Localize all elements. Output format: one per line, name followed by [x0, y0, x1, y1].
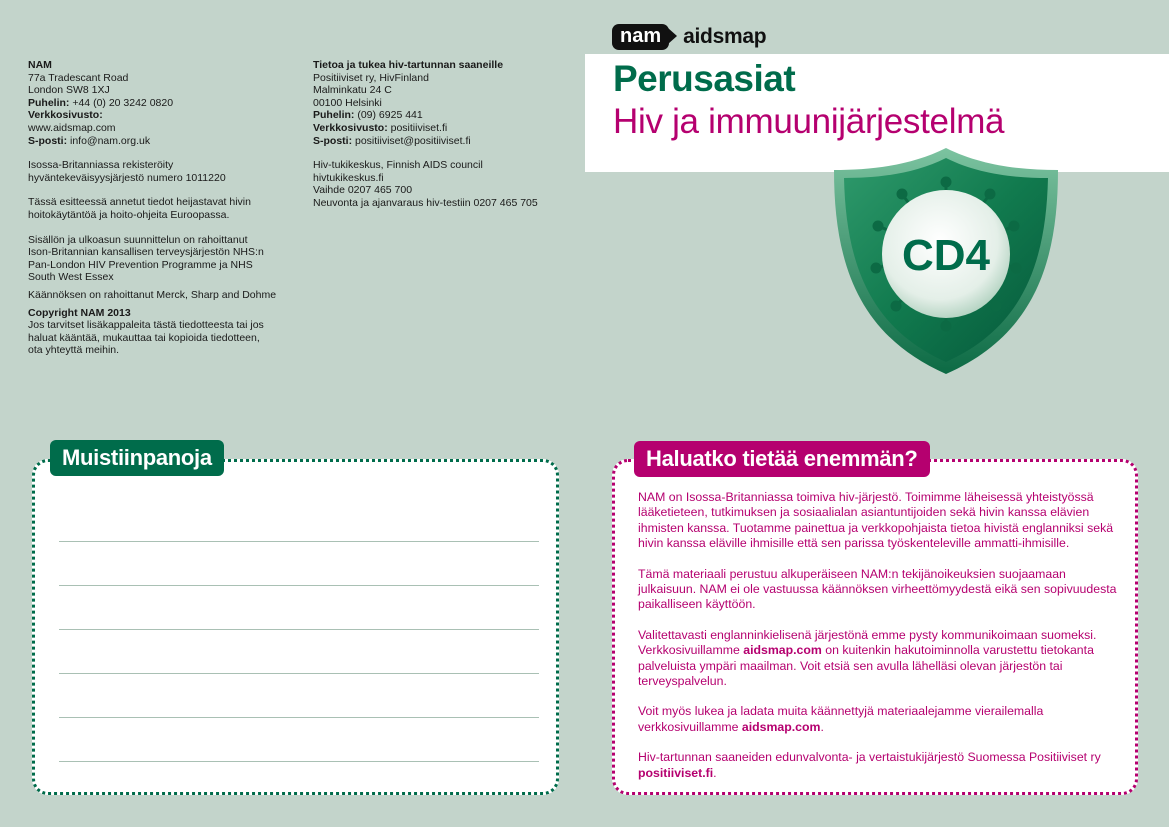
cd4-shield-icon	[830, 146, 1062, 376]
info-paragraph: Tämä materiaali perustuu alkuperäiseen NAM:n tekijänoikeuksien suojaamaan julkaisuun. NAM ei ole vastuussa käännöksen virheettömyydestä eikä sen sopivuudesta paikalliseen käyttöön.	[638, 566, 1117, 612]
funding-text: Pan-London HIV Prevention Programme ja NHS	[28, 258, 253, 271]
center-phone: Vaihde 0207 465 700	[313, 184, 413, 197]
nam-contact-block	[28, 59, 288, 357]
phone-number: +44 (0) 20 3242 0820	[69, 96, 174, 109]
page-subtitle: Hiv ja immuunijärjestelmä	[613, 102, 1005, 141]
address-line: 77a Tradescant Road	[28, 71, 129, 84]
note-line[interactable]	[59, 629, 539, 630]
info-text-span: on kuitenkin hakutoiminnolla varustettu tietokanta palveluista ympäri maailman. Voit etsiä sen avulla lähelläsi olevan järjestön tai terveyspalvelun.	[638, 643, 1094, 689]
address-line: London SW8 1XJ	[28, 84, 110, 97]
aidsmap-link[interactable]: aidsmap.com	[743, 643, 822, 658]
info-paragraph	[638, 628, 1123, 690]
aidsmap-link[interactable]: aidsmap.com	[741, 719, 821, 734]
cd4-label: CD4	[901, 231, 991, 280]
more-info-heading: Haluatko tietää enemmän?	[634, 441, 930, 477]
center-name: Hiv-tukikeskus, Finnish AIDS council	[313, 159, 483, 172]
more-info-text	[638, 490, 1123, 796]
positiiviset-link[interactable]: positiiviset.fi	[638, 765, 714, 780]
address-line: 00100 Helsinki	[313, 96, 382, 109]
notes-box	[32, 459, 559, 795]
note-line[interactable]	[59, 585, 539, 586]
aidsmap-logo-text: aidsmap	[683, 25, 767, 48]
info-paragraph: NAM on Isossa-Britanniassa toimiva hiv-järjestö. Toimimme läheisessä yhteistyössä lääketieteen, tutkimuksen ja sosiaalialan asiantuntijoiden sekä hivin kanssa elävien ihmisten kanssa. Tuotamme painettua ja verkkopohjaista tietoa hivistä englanniksi sekä hivin kanssa eläville ihmisille että sen parissa työskenteleville ammatti-ihmisille.	[638, 490, 1114, 551]
note-line[interactable]	[59, 541, 539, 542]
nam-aidsmap-logo	[612, 24, 766, 50]
web-label: Verkkosivusto:	[313, 121, 388, 134]
info-text-span: Valitettavasti englanninkielisenä järjestönä emme pysty kommunikoimaan suomeksi. Verkkosivuillamme	[638, 627, 1097, 658]
translation-text: Käännöksen on rahoittanut Merck, Sharp and Dohme	[28, 288, 277, 301]
info-paragraph	[638, 750, 1123, 781]
copyright-note: ota yhteyttä meihin.	[28, 344, 120, 357]
charity-text: hyväntekeväisyysjärjestö numero 1011220	[28, 171, 226, 184]
info-text-span: .	[820, 719, 824, 734]
email-label: S-posti:	[313, 134, 353, 147]
org-name: Positiiviset ry, HivFinland	[313, 71, 429, 84]
finland-contact-block	[313, 59, 573, 210]
center-test-phone: Neuvonta ja ajanvaraus hiv-testiin 0207 465 705	[313, 196, 538, 209]
notes-heading: Muistiinpanoja	[50, 440, 224, 476]
note-line[interactable]	[59, 673, 539, 674]
funding-text: Ison-Britannian kansallisen terveysjärjestön NHS:n	[28, 246, 264, 259]
info-text-span: .	[713, 765, 717, 780]
section-heading: Tietoa ja tukea hiv-tartunnan saaneille	[313, 59, 504, 71]
copyright-note: haluat kääntää, mukauttaa tai kopioida tiedotteen,	[28, 331, 260, 344]
note-line[interactable]	[59, 761, 539, 762]
info-text-span: Voit myös lukea ja ladata muita käännettyjä materiaalejamme vierailemalla verkkosivuillamme	[638, 704, 1044, 734]
page-title: Perusasiat	[613, 58, 796, 99]
phone-label: Puhelin:	[313, 109, 355, 122]
email-label: S-posti:	[28, 134, 68, 147]
email-link[interactable]: positiiviset@positiiviset.fi	[352, 134, 471, 147]
note-line[interactable]	[59, 717, 539, 718]
charity-text: Isossa-Britanniassa rekisteröity	[28, 159, 174, 172]
info-text-span: Hiv-tartunnan saaneiden edunvalvonta- ja vertaistukijärjestö Suomessa Positiiviset ry	[638, 750, 1101, 765]
info-text: Tässä esitteessä annetut tiedot heijastavat hivin	[28, 196, 251, 209]
funding-text: Sisällön ja ulkoasun suunnittelun on rahoittanut	[28, 233, 248, 246]
address-line: Malminkatu 24 C	[313, 84, 392, 97]
web-link[interactable]: positiiviset.fi	[387, 121, 448, 134]
web-label: Verkkosivusto:	[28, 109, 103, 122]
funding-text: South West Essex	[28, 271, 114, 284]
phone-number: (09) 6925 441	[354, 109, 423, 122]
email-link[interactable]: info@nam.org.uk	[67, 134, 151, 147]
center-web-link[interactable]: hivtukikeskus.fi	[313, 171, 384, 184]
org-name: NAM	[28, 59, 52, 71]
phone-label: Puhelin:	[28, 96, 70, 109]
copyright-note: Jos tarvitset lisäkappaleita tästä tiedotteesta tai jos	[28, 319, 264, 332]
info-text: hoitokäytäntöä ja hoito-ohjeita Euroopassa.	[28, 208, 230, 221]
web-link[interactable]: www.aidsmap.com	[28, 121, 116, 134]
nam-logo-mark: nam	[612, 24, 669, 50]
info-paragraph	[638, 704, 1123, 735]
copyright-text: Copyright NAM 2013	[28, 306, 131, 319]
